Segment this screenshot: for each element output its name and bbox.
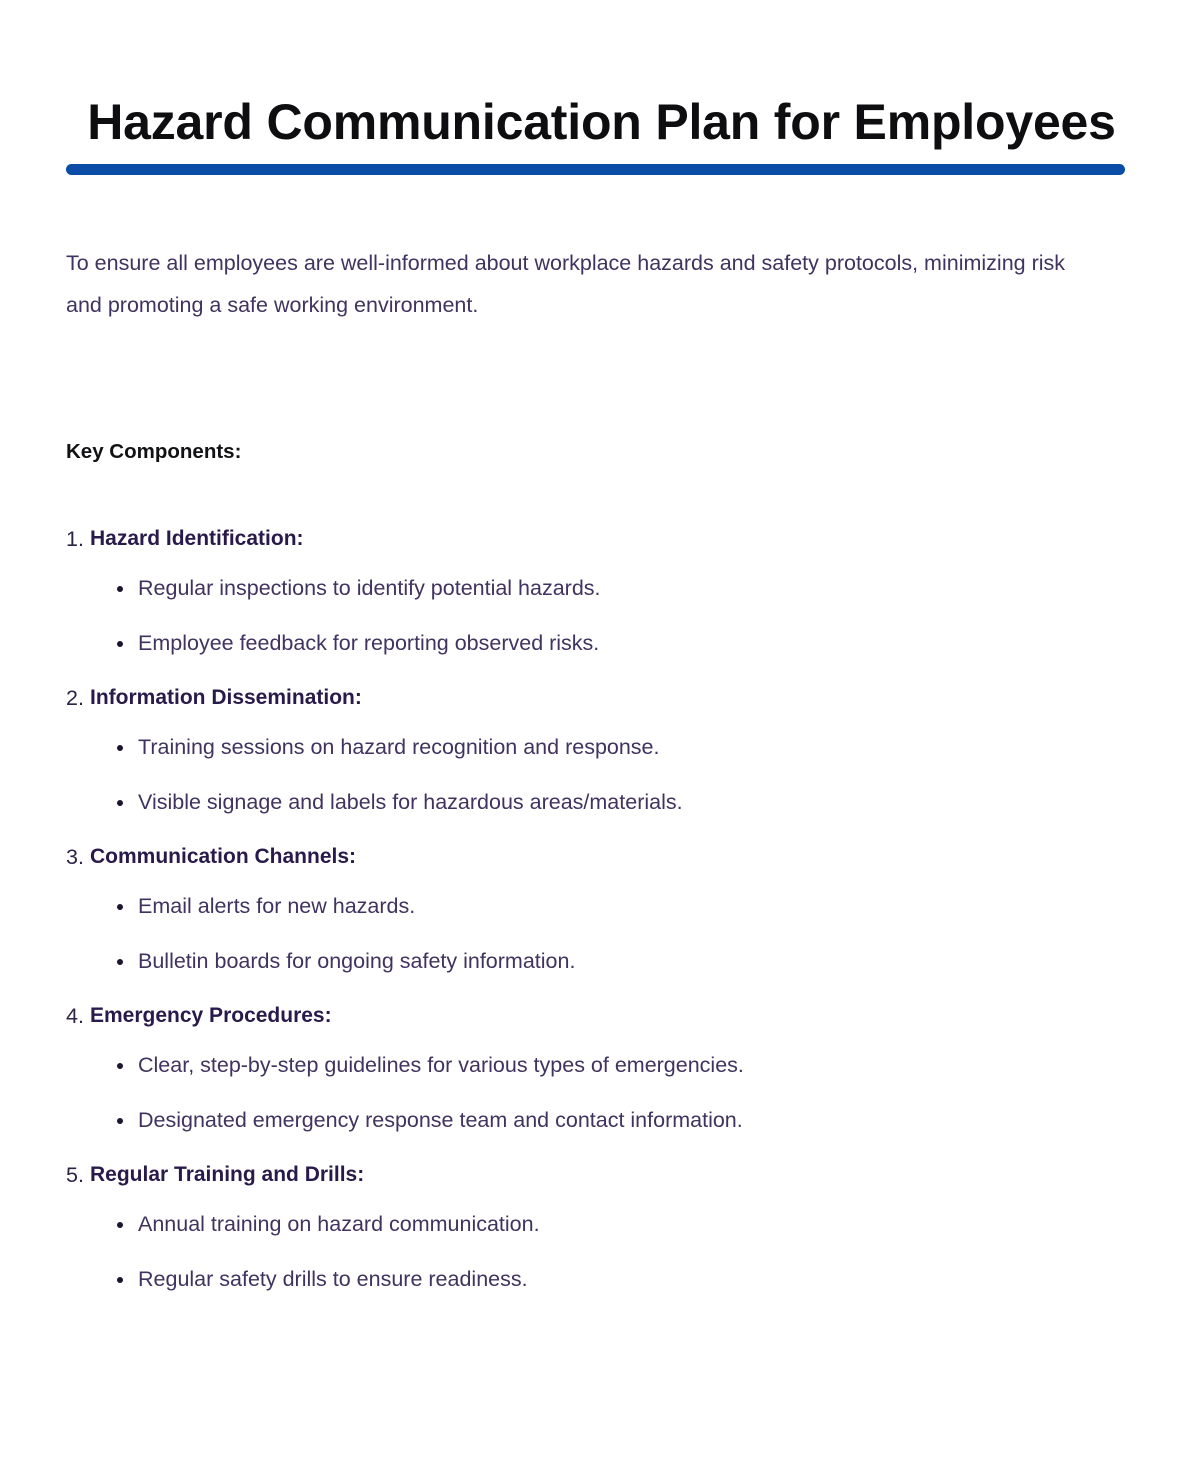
list-item	[66, 1159, 1136, 1295]
sub-list-item: Training sessions on hazard recognition and response.	[114, 731, 1136, 763]
document-body	[66, 242, 1136, 1295]
intro-paragraph: To ensure all employees are well-informed about workplace hazards and safety protocols, minimizing risk and promoting a safe working environment.	[66, 251, 1066, 317]
sub-list-item: Visible signage and labels for hazardous areas/materials.	[114, 786, 1136, 818]
list-item-label: Regular Training and Drills:	[90, 1163, 365, 1186]
list-item-label: Emergency Procedures:	[90, 1004, 332, 1027]
sub-list	[90, 1049, 1136, 1136]
list-item-number: 4.	[66, 1004, 84, 1028]
sub-list-item: Bulletin boards for ongoing safety information.	[114, 945, 1136, 977]
sub-list	[90, 1208, 1136, 1295]
title-divider	[66, 164, 1125, 175]
list-item-label: Information Dissemination:	[90, 686, 362, 709]
sub-list-item: Clear, step-by-step guidelines for various types of emergencies.	[114, 1049, 1136, 1081]
sub-list-item: Regular inspections to identify potential hazards.	[114, 572, 1136, 604]
sub-list	[90, 731, 1136, 818]
list-item-number: 1.	[66, 527, 84, 551]
list-item-number: 2.	[66, 686, 84, 710]
list-item	[66, 841, 1136, 977]
sub-list-item: Employee feedback for reporting observed risks.	[114, 627, 1136, 659]
list-item-number: 3.	[66, 845, 84, 869]
list-item-label: Hazard Identification:	[90, 527, 304, 550]
sub-list-item: Regular safety drills to ensure readiness.	[114, 1263, 1136, 1295]
list-item	[66, 1000, 1136, 1136]
sub-list-item: Annual training on hazard communication.	[114, 1208, 1136, 1240]
page-title: Hazard Communication Plan for Employees	[87, 93, 1116, 150]
key-components-list	[66, 523, 1136, 1295]
list-item-number: 5.	[66, 1163, 84, 1187]
sub-list-item: Designated emergency response team and contact information.	[114, 1104, 1136, 1136]
sub-list-item: Email alerts for new hazards.	[114, 890, 1136, 922]
list-item	[66, 523, 1136, 659]
list-item	[66, 682, 1136, 818]
key-components-heading: Key Components:	[66, 440, 242, 463]
sub-list	[90, 572, 1136, 659]
list-item-label: Communication Channels:	[90, 845, 357, 868]
sub-list	[90, 890, 1136, 977]
